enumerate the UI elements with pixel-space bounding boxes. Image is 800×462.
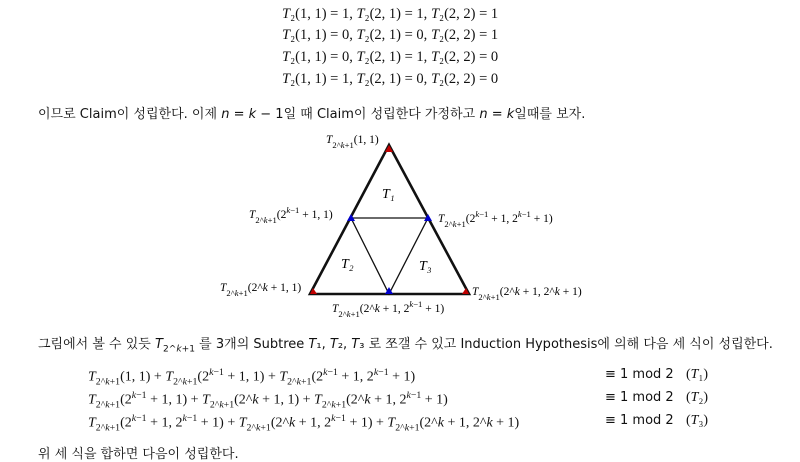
base-case-1: T₂(1, 1) = 1, T₂(2, 1) = 1, T₂(2, 2) = 1	[282, 6, 499, 22]
equation-t1-lhs: $T_{2\^{}k+1}(1$, $1) + T_{2\^{}k+1}(2^{k-1} + 1$, $1) + T_{2\^{}k+1}(2^{k-1} + 1$, $2^{k-1} + 1$)	[88, 367, 416, 388]
equation-t1-rhs: ≡ 1 mod 2	[605, 367, 674, 382]
label-bottom-right-vertex: $T_{2\^{}k+1}(2\^{}k + 1$, 2^k + 1)	[472, 286, 582, 302]
base-case-3: T₂(1, 1) = 0, T₂(2, 1) = 1, T₂(2, 2) = 0	[282, 49, 499, 65]
equation-t3-lhs: $T_{2\^{}k+1}(2^{k-1} + 1$, $2^{k-1} + 1$) + $T_{2\^{}k+1}(2\^{}k + 1$, $2^{k-1} + 1$) + $T_{2\^{}k+1}(2\^{}k + 1$, 2^k + 1)	[88, 413, 520, 434]
base-case-2: T₂(1, 1) = 0, T₂(2, 1) = 0, T₂(2, 2) = 1	[282, 27, 499, 43]
inner-triangle	[351, 218, 428, 294]
paragraph-sum-partial: 위 세 식을 합하면 다음이 성립한다.	[38, 447, 239, 462]
equation-t2-tag: (T₂)	[686, 390, 709, 405]
label-left-mid-vertex: $T_{2\^{}k+1}(2^{k-1} + 1$, 1)	[249, 205, 333, 225]
label-bottom-left-vertex: $T_{2\^{}k+1}(2\^{}k + 1$, 1)	[220, 282, 302, 298]
equation-t3-tag: (T₃)	[686, 413, 709, 428]
equation-t2-rhs: ≡ 1 mod 2	[605, 390, 674, 405]
label-t2: T₂	[341, 257, 354, 272]
paragraph-subtree-split: 그림에서 볼 수 있듯 $T_{2\^{}k+1}$ 를 3개의 Subtree T₁, T₂, T₃ 로 쪼갤 수 있고 Induction Hypothesis에 의해 다음 세 식이 성립한다.	[38, 337, 773, 355]
equation-t3-rhs: ≡ 1 mod 2	[605, 413, 674, 428]
equation-t2-lhs: $T_{2\^{}k+1}(2^{k-1} + 1$, $1) + T_{2\^{}k+1}(2\^{}k + 1$, $1) + T_{2\^{}k+1}(2\^{}k + 1$, $2^{k-1} + 1$)	[88, 390, 448, 411]
label-bottom-mid-vertex: $T_{2\^{}k+1}(2\^{}k + 1$, $2^{k-1} + 1$)	[332, 299, 445, 319]
triangle-diagram	[0, 125, 800, 325]
equation-t1-tag: (T₁)	[686, 367, 709, 382]
label-t1: T₁	[382, 187, 395, 202]
paragraph-claim-induction: 이므로 Claim이 성립한다. 이제 n = k − 1일 때 Claim이 성립한다 가정하고 n = k일때를 보자.	[38, 107, 586, 122]
label-t3: T₃	[419, 259, 432, 274]
label-right-mid-vertex: $T_{2\^{}k+1}(2^{k-1} + 1$, $2^{k-1} + 1$)	[438, 209, 553, 229]
label-top-vertex: $T_{2\^{}k+1}(1$, 1)	[326, 134, 379, 150]
base-case-4: T₂(1, 1) = 1, T₂(2, 1) = 0, T₂(2, 2) = 0	[282, 71, 499, 87]
